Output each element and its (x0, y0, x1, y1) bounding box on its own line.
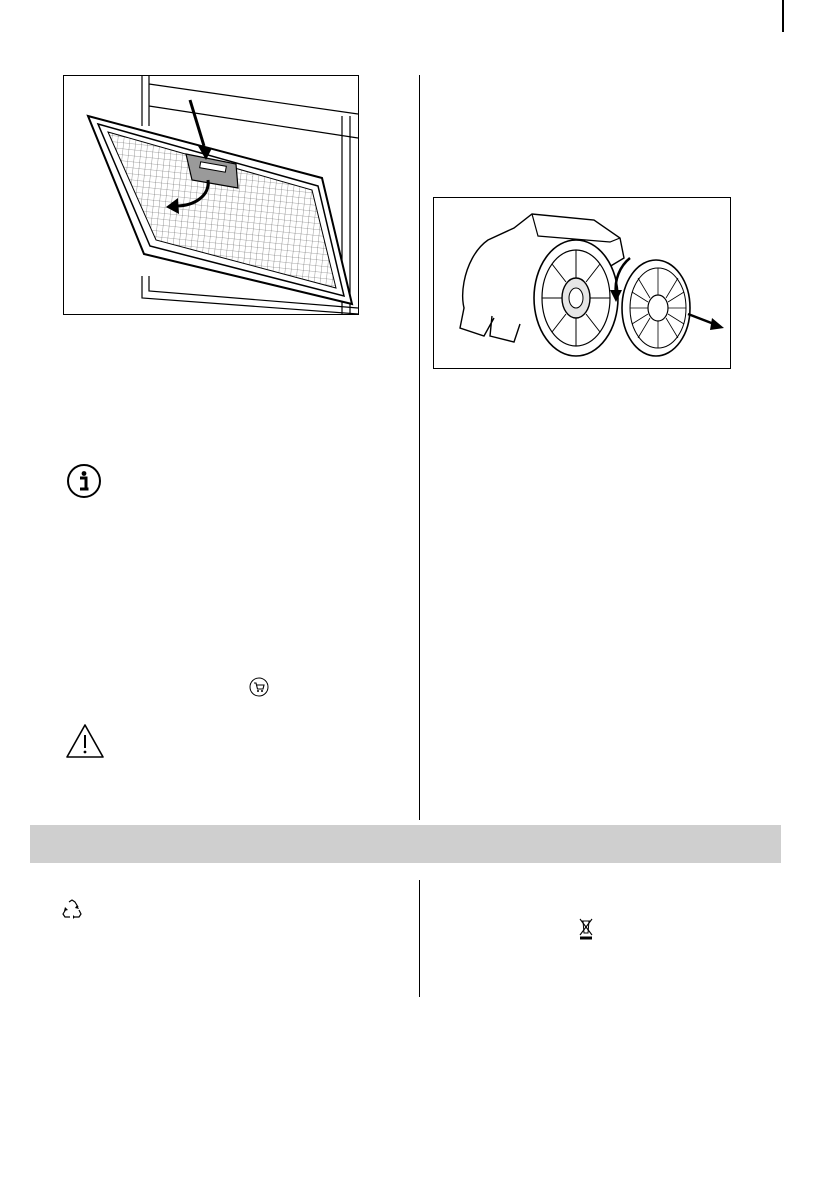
info-icon (65, 462, 103, 500)
column-divider (419, 880, 420, 997)
column-divider (419, 75, 420, 820)
grease-filter-illustration (64, 76, 358, 314)
grease-filter-figure (63, 75, 359, 315)
recycle-icon (61, 899, 83, 919)
shop-cart-icon (249, 677, 269, 697)
crossed-bin-icon (579, 918, 593, 940)
section-header-band (30, 825, 781, 863)
carbon-filter-figure (433, 197, 731, 369)
carbon-filter-illustration (434, 198, 730, 368)
warning-triangle-icon (64, 722, 106, 760)
crop-mark (782, 0, 784, 32)
